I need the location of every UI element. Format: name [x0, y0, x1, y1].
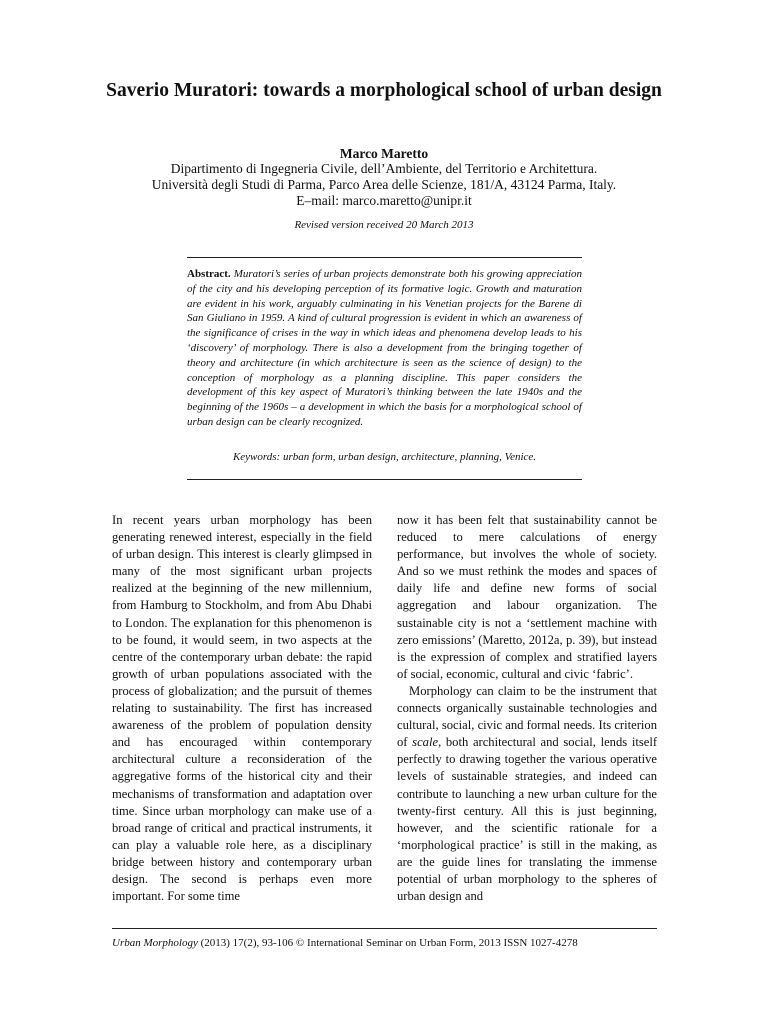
author-name: Marco Maretto [339, 146, 429, 161]
body-column-left [112, 512, 372, 905]
emphasis-scale: scale [412, 735, 439, 750]
body-text: Morphology can claim to be the instrument that connects organically sustainable technologies and cultural, social, civic and formal needs. Its criterion of [397, 683, 657, 750]
abstract-top-rule [187, 257, 582, 258]
affiliation-line-email: E–mail: marco.maretto@unipr.it [296, 193, 472, 208]
body-text: , both architectural and social, lends itself perfectly to drawing together the various operative levels of sustainable strategies, and indeed can contribute to launching a new urban culture for the twenty-first century. All this is just beginning, however, and the scientific rationale for a ‘morphological practice’ is still in the making, as are the guide lines for translating the immense potential of urban morphology to the spheres of urban design and [397, 735, 658, 904]
paper-title: Saverio Muratori: towards a morphological school of urban design [106, 80, 662, 101]
abstract-bottom-rule [187, 479, 582, 480]
keywords: Keywords: urban form, urban design, architecture, planning, Venice. [232, 451, 537, 463]
revised-date: Revised version received 20 March 2013 [294, 219, 474, 231]
abstract-label: Abstract. [187, 268, 231, 280]
abstract-block [187, 267, 582, 430]
footer-citation [112, 936, 672, 950]
author-affiliation [90, 161, 678, 209]
citation-details: (2013) 17(2), 93-106 © International Seminar on Urban Form, 2013 ISSN 1027-4278 [197, 937, 578, 949]
affiliation-line-university: Università degli Studi di Parma, Parco Area delle Scienze, 181/A, 43124 Parma, Italy. [151, 177, 617, 192]
abstract-text: Muratori’s series of urban projects demonstrate both his growing appreciation of the city and his developing perception of its formative logic. Growth and maturation are evident in his work, arguably culminating in his Venetian projects for the Barene di San Giuliano in 1959. A kind of cultural progression is evident in which an awareness of the significance of crises in the way in which ideas and phenomena develop leads to his ‘discovery’ of morphology. There is also a development from the bringing together of theory and architecture (in which architecture is seen as the science of design) to the conception of morphology as a planning discipline. This paper considers the development of this key aspect of Muratori’s thinking between the late 1940s and the beginning of the 1960s – a development in which the basis for a morphological school of urban design can be clearly recognized. [187, 268, 582, 428]
body-paragraph: In recent years urban morphology has been generating renewed interest, especially in the field of urban design. This interest is clearly glimpsed in many of the most significant urban projects realized at the beginning of the new millennium, from Hamburg to Stockholm, and from Abu Dhabi to London. The explanation for this phenomenon is to be found, it would seem, in two aspects at the centre of the contemporary urban debate: the rapid growth of urban populations associated with the process of globalization; and the pursuit of themes relating to sustainability. The first has increased awareness of the problem of population density and has encouraged within contemporary architectural culture a reconsideration of the aggregative forms of the historical city and their mechanisms of transformation and adaptation over time. Since urban morphology can make use of a broad range of critical and practical instruments, it can play a valuable role here, as a disciplinary bridge between history and contemporary urban design. The second is perhaps even more important. For some time [112, 513, 372, 904]
journal-name: Urban Morphology [112, 937, 198, 949]
affiliation-line-department: Dipartimento di Ingegneria Civile, dell’Ambiente, del Territorio e Architettura. [170, 161, 598, 176]
body-paragraph [397, 683, 657, 905]
footer-rule [112, 928, 657, 929]
body-column-right [397, 512, 657, 905]
body-paragraph: now it has been felt that sustainability cannot be reduced to mere calculations of energy performance, but involves the whole of society. And so we must rethink the modes and spaces of daily life and define new forms of social aggregation and labour organization. The sustainable city is not a ‘settlement machine with zero emissions’ (Maretto, 2012a, p. 39), but instead is the expression of complex and stratified layers of social, economic, cultural and civic ‘fabric’. [397, 513, 657, 681]
